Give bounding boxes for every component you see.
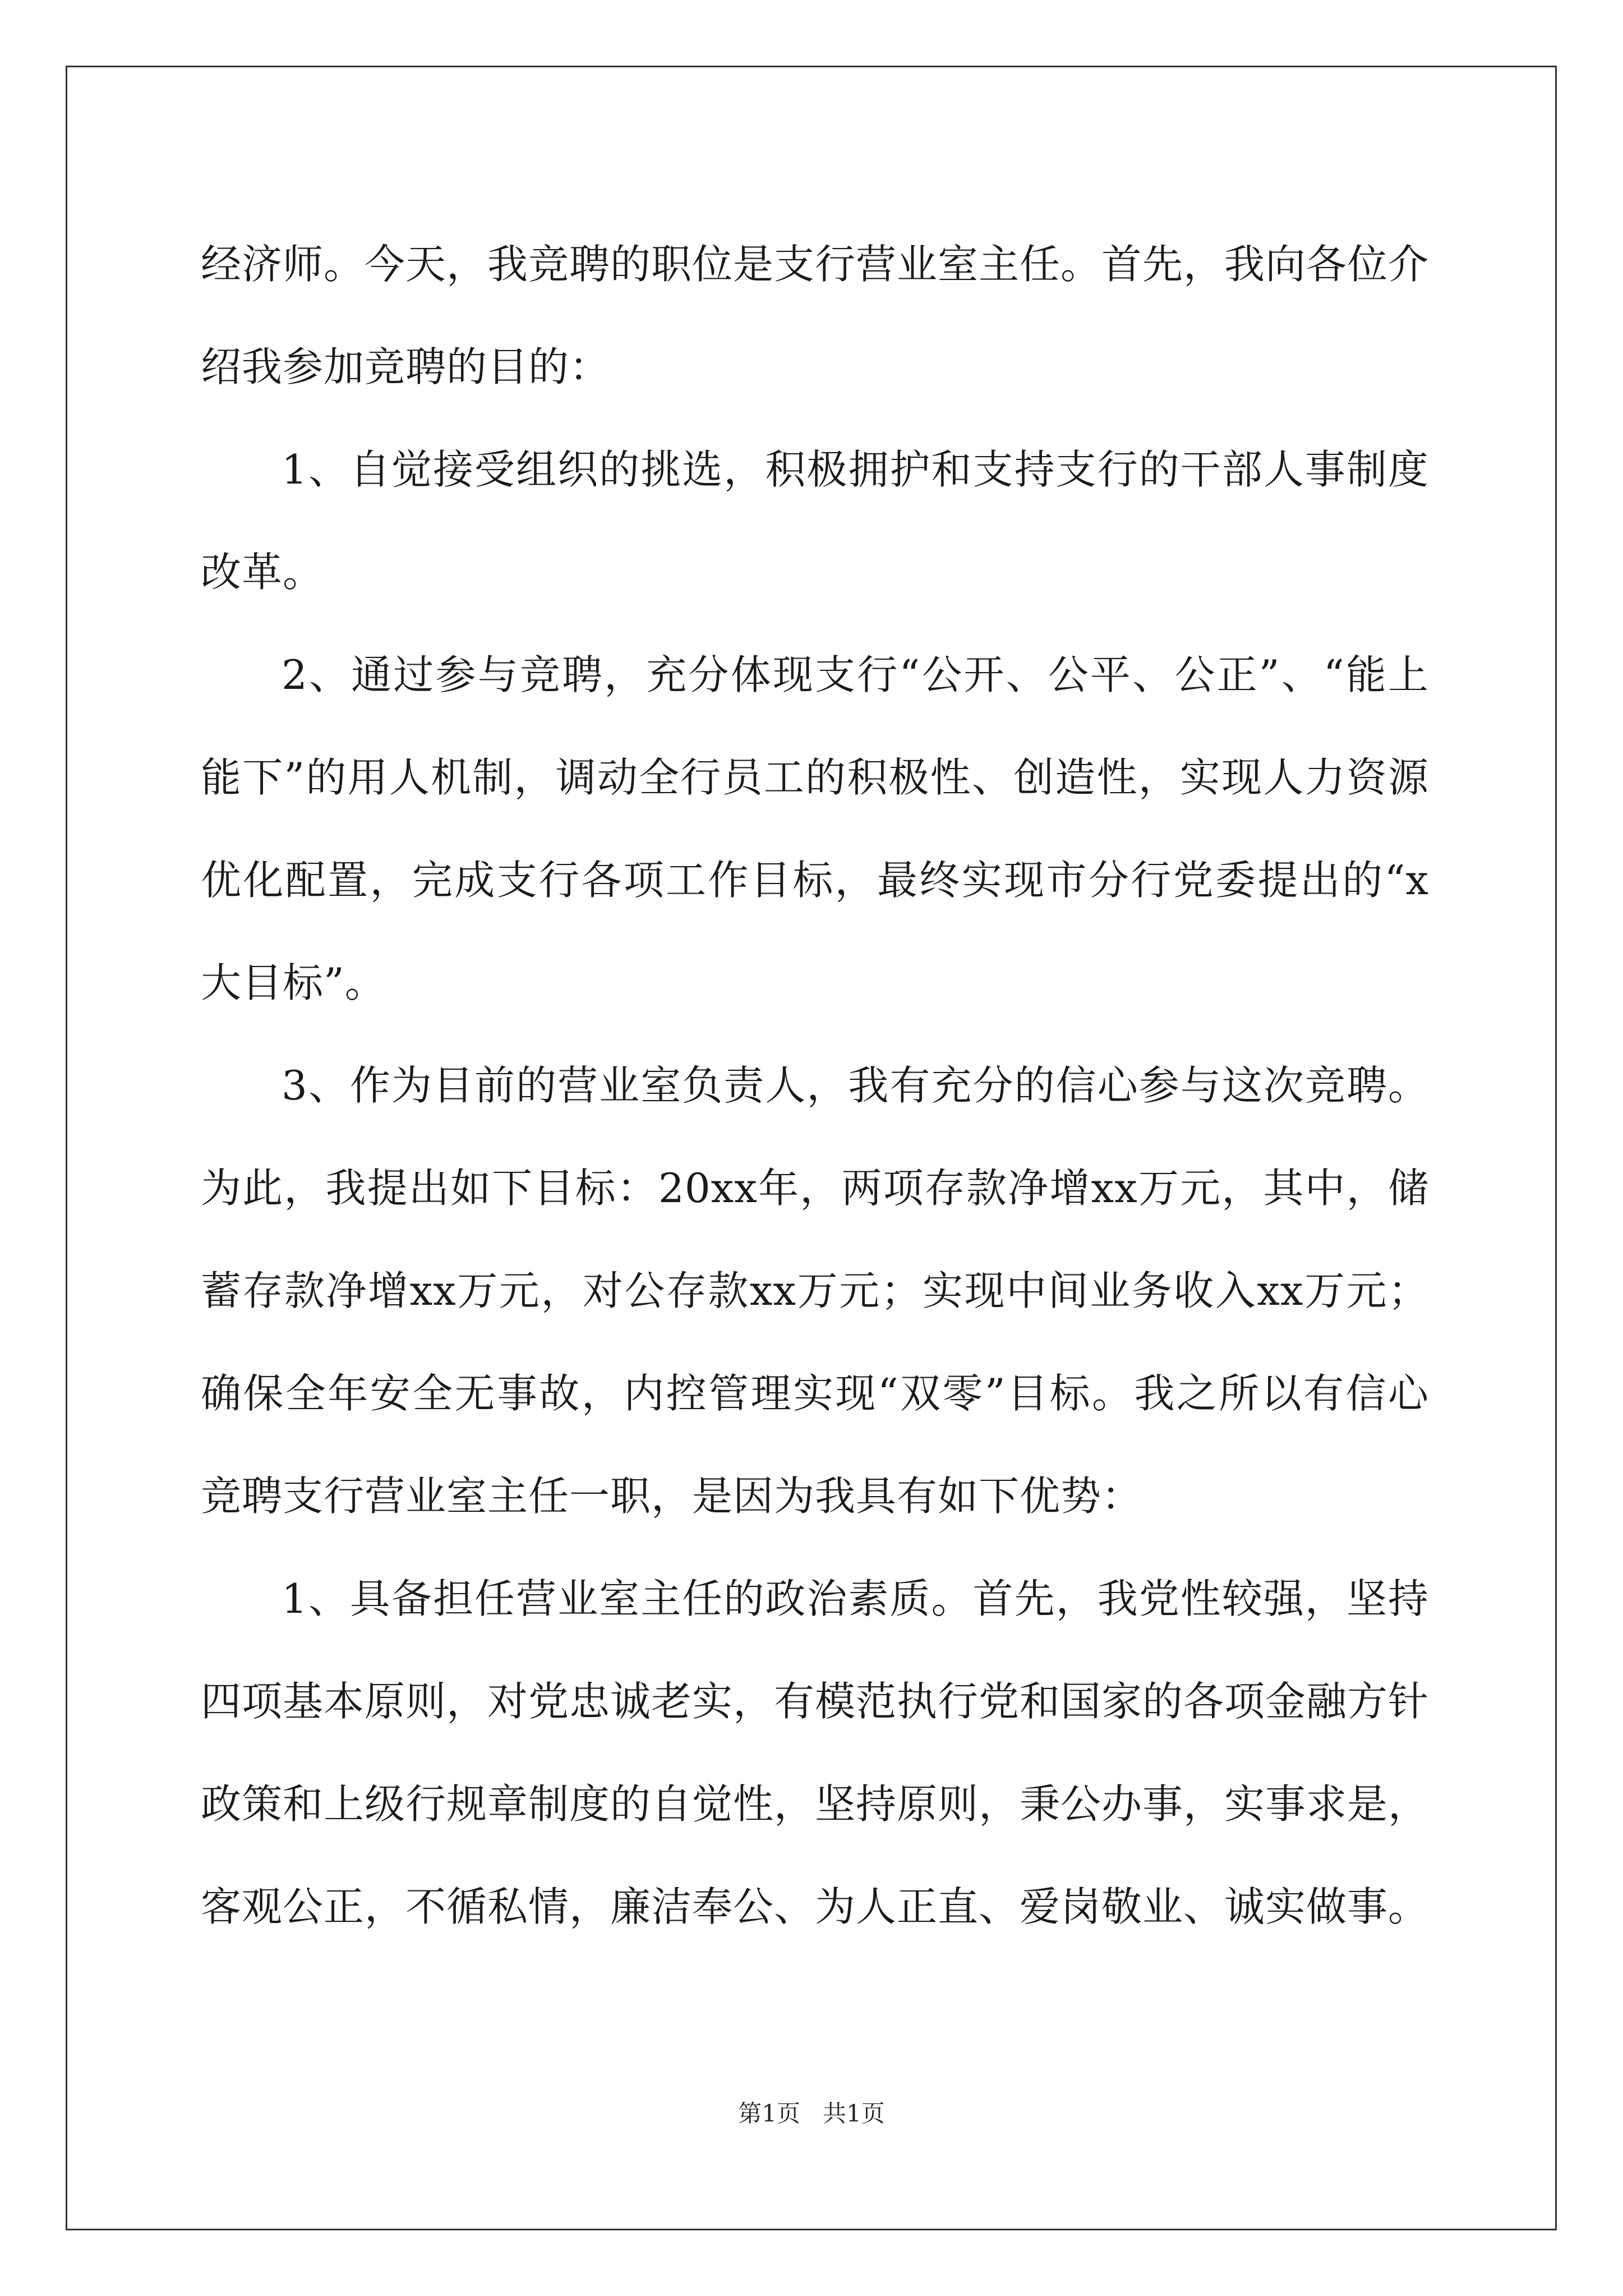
page-number: 第1页: [738, 2100, 800, 2127]
paragraph-3: 2、通过参与竞聘，充分体现支行“公开、公平、公正”、“能上能下”的用人机制，调动全行员工的积极性、创造性，实现人力资源优化配置，完成支行各项工作目标，最终实现市分行党委提出的“x大目标”。: [201, 651, 1429, 1006]
paragraph-1: 经济师。今天，我竞聘的职位是支行营业室主任。首先，我向各位介绍我参加竞聘的目的：: [201, 241, 1430, 390]
page-total: 共1页: [823, 2100, 885, 2127]
paragraph-2: 1、自觉接受组织的挑选，积极拥护和支持支行的干部人事制度改革。: [201, 446, 1429, 596]
page-footer: [0, 2095, 1623, 2129]
document-body: [201, 213, 1429, 1958]
paragraph-4: 3、作为目前的营业室负责人，我有充分的信心参与这次竞聘。为此，我提出如下目标：20xx年，两项存款净增xx万元，其中，储蓄存款净增xx万元，对公存款xx万元；实现中间业务收入xx万元；确保全年安全无事故，内控管理实现“双零”目标。我之所以有信心竞聘支行营业室主任一职，是因为我具有如下优势：: [201, 1062, 1429, 1520]
paragraph-5: 1、具备担任营业室主任的政治素质。首先，我党性较强，坚持四项基本原则，对党忠诚老实，有模范执行党和国家的各项金融方针政策和上级行规章制度的自觉性，坚持原则，秉公办事，实事求是，客观公正，不循私情，廉洁奉公、为人正直、爱岗敬业、诚实做事。: [201, 1575, 1430, 1930]
